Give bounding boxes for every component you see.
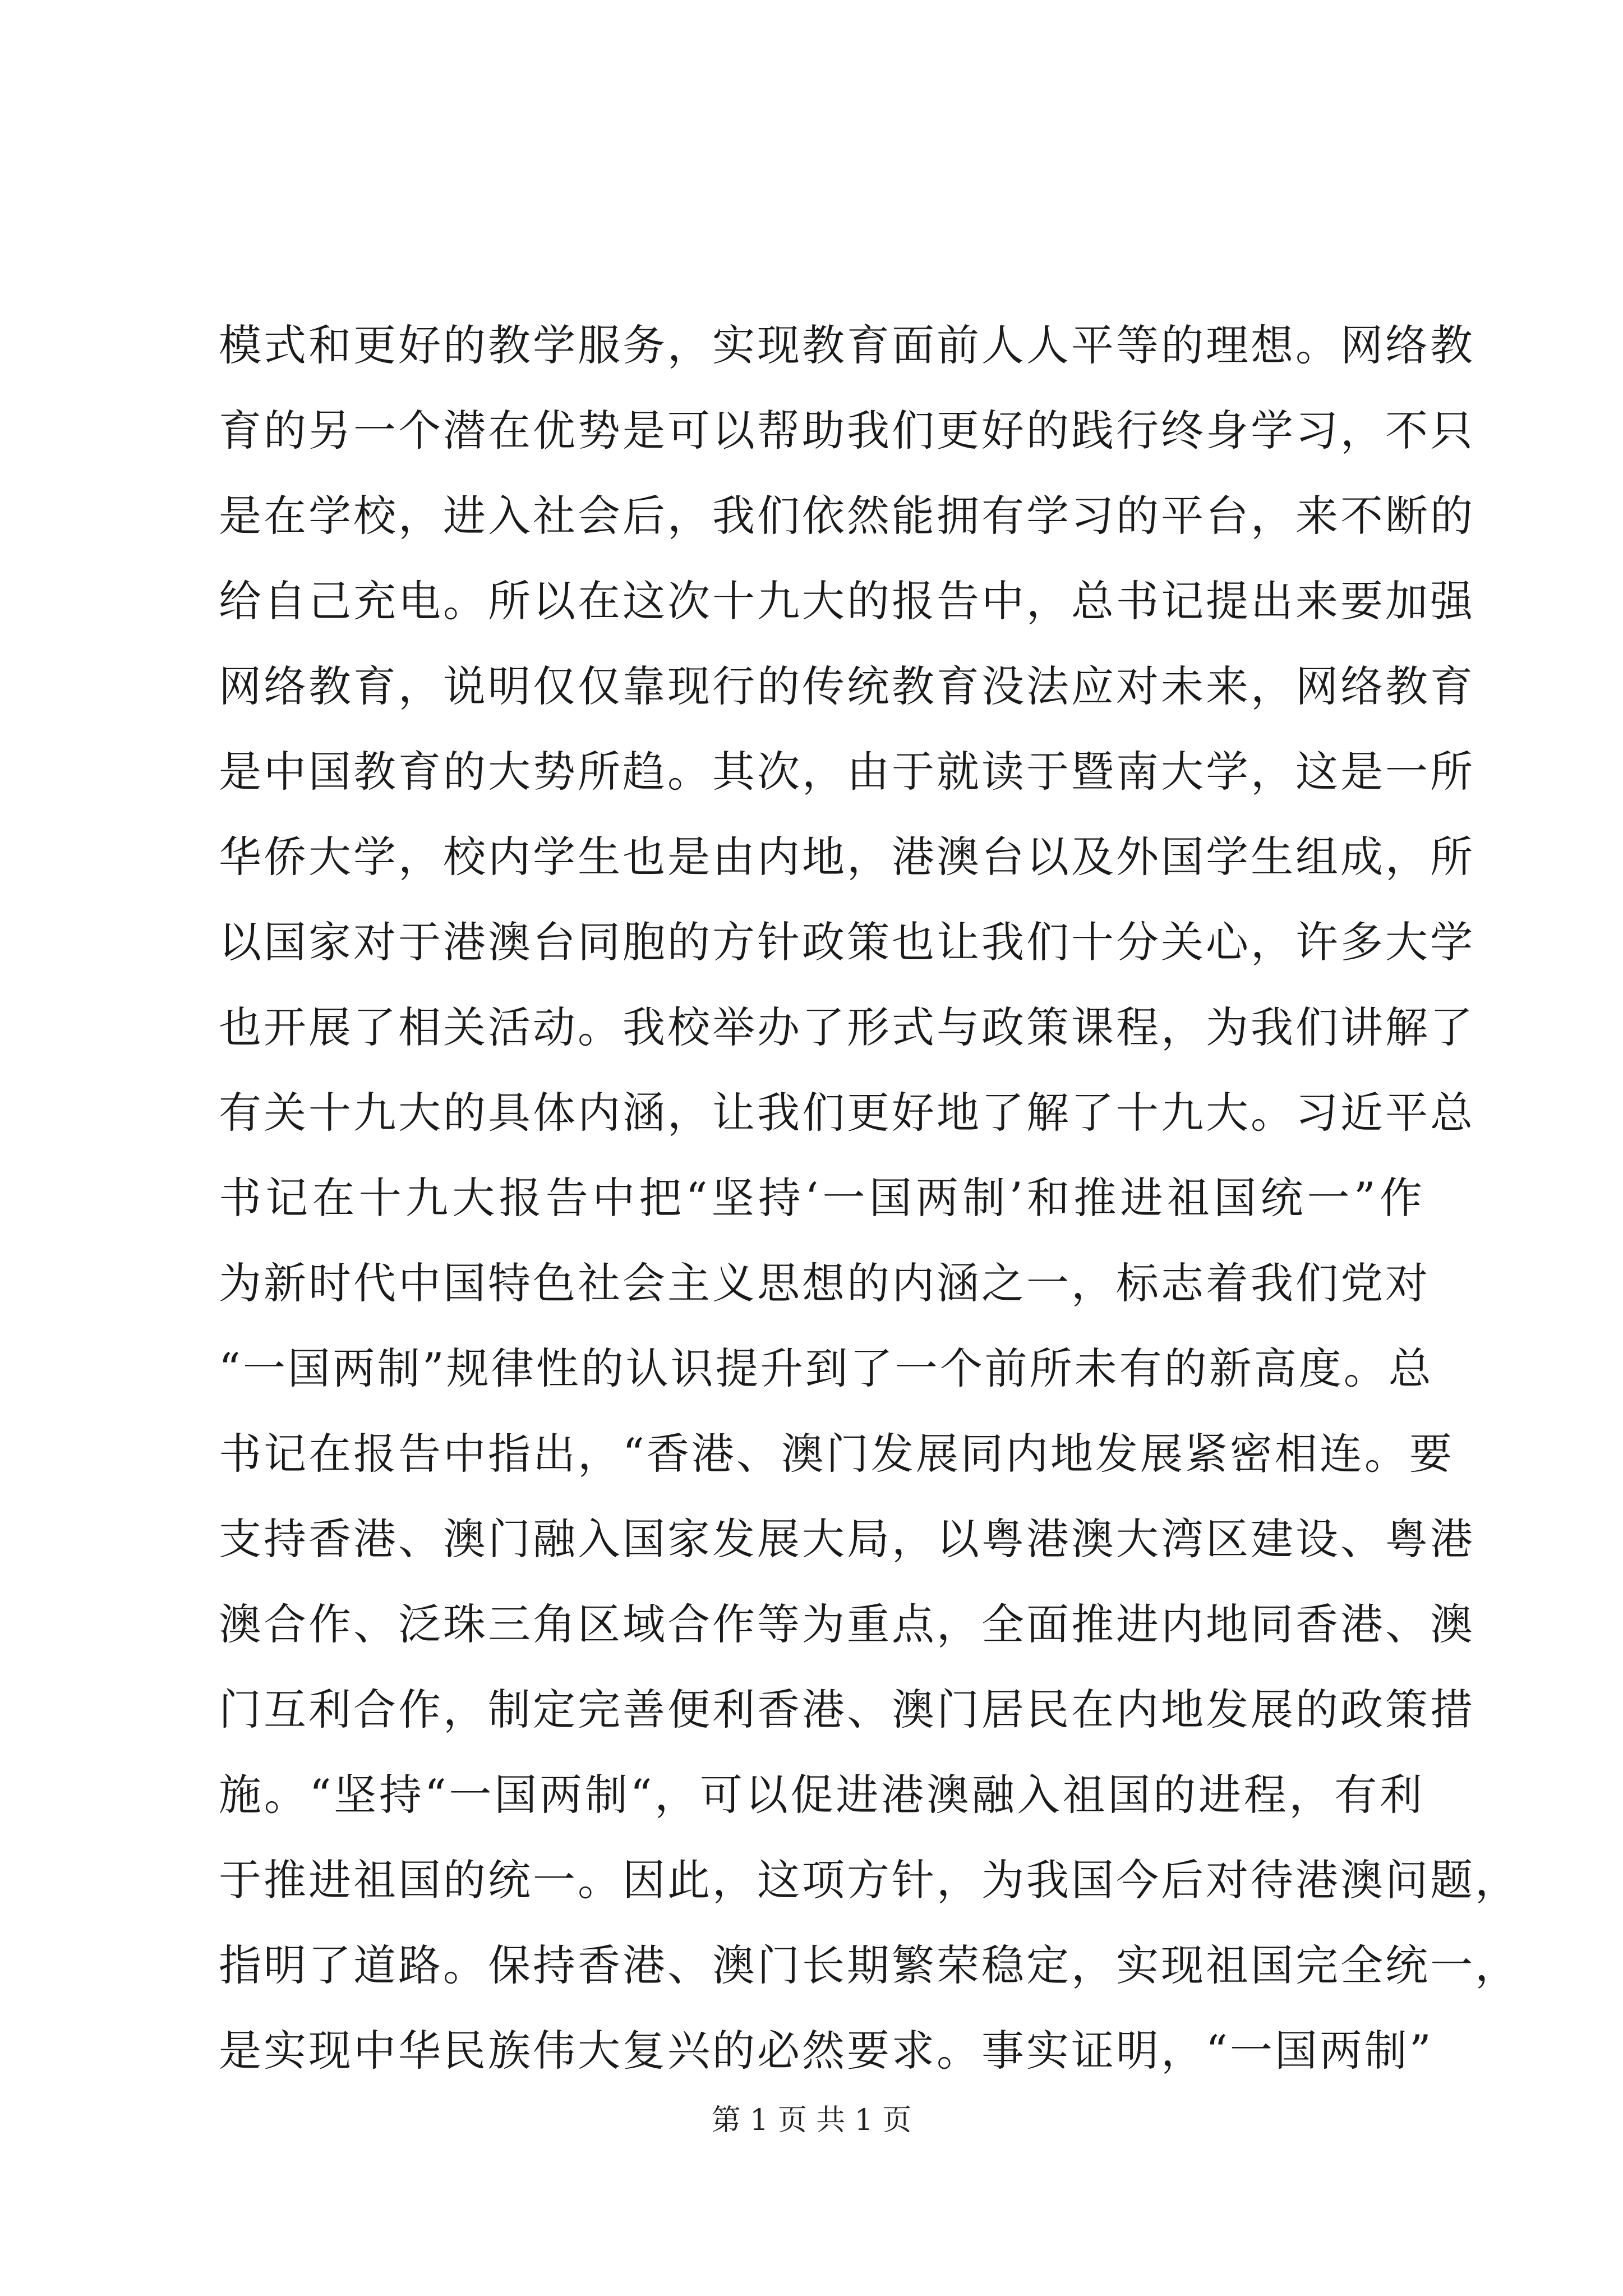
text-line: 给自己充电。所以在这次十九大的报告中，总书记提出来要加强 bbox=[219, 576, 1475, 626]
page-number-footer: 第 1 页 共 1 页 bbox=[711, 2104, 912, 2137]
text-line: 有关十九大的具体内涵，让我们更好地了解了十九大。习近平总 bbox=[219, 1088, 1475, 1138]
text-line: 支持香港、澳门融入国家发展大局，以粤港澳大湾区建设、粤港 bbox=[219, 1514, 1475, 1564]
text-line: 以国家对于港澳台同胞的方针政策也让我们十分关心，许多大学 bbox=[219, 917, 1475, 967]
text-line: 华侨大学，校内学生也是由内地，港澳台以及外国学生组成，所 bbox=[219, 832, 1475, 882]
text-line: 模式和更好的教学服务，实现教育面前人人平等的理想。网络教 bbox=[219, 320, 1475, 370]
text-line: 指明了道路。保持香港、澳门长期繁荣稳定，实现祖国完全统一， bbox=[219, 1940, 1520, 1990]
text-line: “一国两制”规律性的认识提升到了一个前所未有的新高度。总 bbox=[219, 1343, 1433, 1393]
text-line: 也开展了相关活动。我校举办了形式与政策课程，为我们讲解了 bbox=[219, 1002, 1475, 1052]
text-line: 是实现中华民族伟大复兴的必然要求。事实证明，“一国两制” bbox=[219, 2026, 1433, 2076]
body-paragraph bbox=[219, 303, 1520, 2093]
text-line: 于推进祖国的统一。因此，这项方针，为我国今后对待港澳问题， bbox=[219, 1855, 1520, 1905]
text-line: 书记在十九大报告中把“坚持‘一国两制’和推进祖国统一”作 bbox=[219, 1173, 1424, 1223]
text-line: 育的另一个潜在优势是可以帮助我们更好的践行终身学习，不只 bbox=[219, 406, 1475, 455]
text-line: 为新时代中国特色社会主义思想的内涵之一，标志着我们党对 bbox=[219, 1258, 1430, 1308]
text-line: 门互利合作，制定完善便利香港、澳门居民在内地发展的政策措 bbox=[219, 1685, 1475, 1734]
text-line: 是在学校，进入社会后，我们依然能拥有学习的平台，来不断的 bbox=[219, 491, 1475, 541]
text-line: 是中国教育的大势所趋。其次，由于就读于暨南大学，这是一所 bbox=[219, 747, 1475, 797]
text-line: 澳合作、泛珠三角区域合作等为重点，全面推进内地同香港、澳 bbox=[219, 1599, 1475, 1649]
text-line: 书记在报告中指出，“香港、澳门发展同内地发展紧密相连。要 bbox=[219, 1429, 1454, 1479]
text-line: 施。“坚持“一国两制“，可以促进港澳融入祖国的进程，有利 bbox=[219, 1770, 1424, 1820]
text-line: 网络教育，说明仅仅靠现行的传统教育没法应对未来，网络教育 bbox=[219, 661, 1475, 711]
